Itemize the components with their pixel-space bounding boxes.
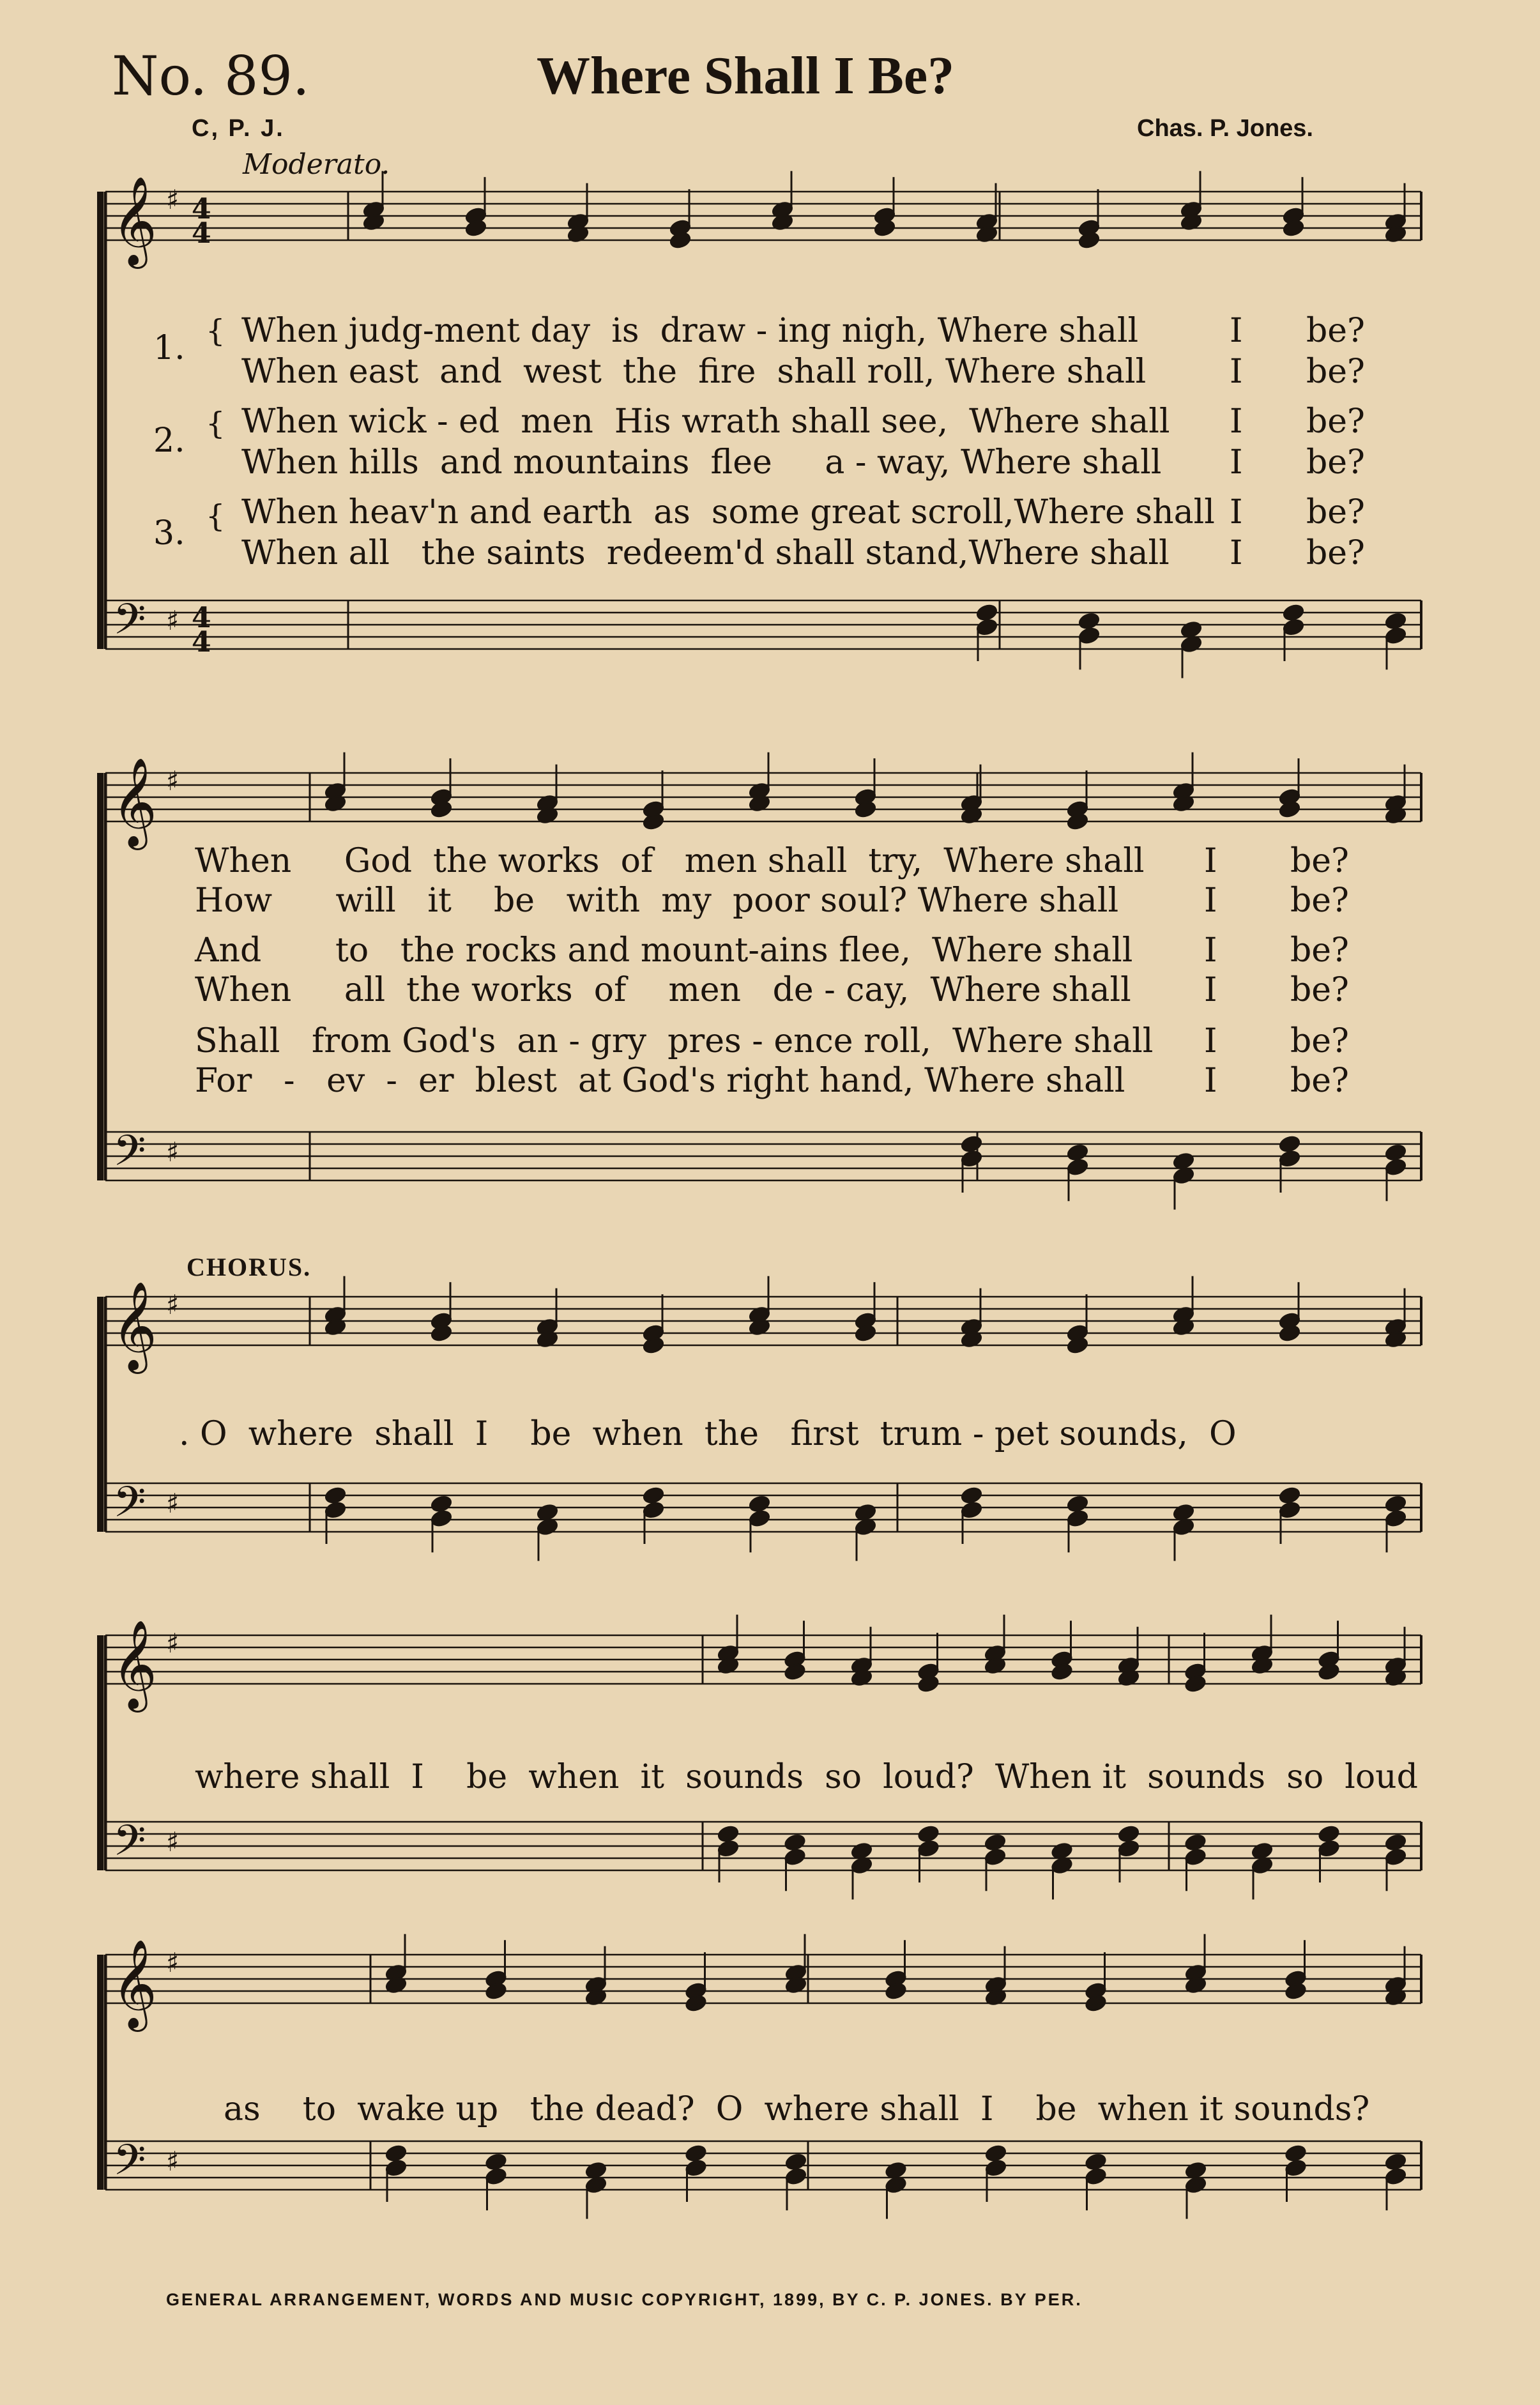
note-head bbox=[1384, 1158, 1407, 1177]
sharp-icon: ♯ bbox=[166, 184, 179, 215]
words-credit: C, P. J. bbox=[192, 115, 285, 142]
tempo-marking: Moderato. bbox=[243, 148, 390, 181]
note-head bbox=[1078, 627, 1100, 645]
note-head bbox=[960, 1486, 982, 1504]
note-head bbox=[984, 1833, 1006, 1852]
note-head bbox=[1384, 1848, 1407, 1867]
note-head bbox=[717, 1839, 739, 1858]
sharp-icon: ♯ bbox=[166, 765, 179, 797]
note-head bbox=[1285, 2158, 1307, 2177]
lyric-line: When all the works of men de - cay, Where shall bbox=[195, 971, 1131, 1009]
note-head bbox=[1384, 1495, 1407, 1513]
note-head bbox=[917, 1824, 940, 1843]
note-head bbox=[1278, 1486, 1300, 1504]
note-head bbox=[385, 2158, 407, 2177]
copyright-notice: GENERAL ARRANGEMENT, WORDS AND MUSIC COPYRIGHT, 1899, BY C. P. JONES. BY PER. bbox=[166, 2290, 1083, 2309]
note-head bbox=[960, 1149, 982, 1168]
note-head bbox=[917, 1839, 940, 1858]
note-head bbox=[1184, 1848, 1207, 1867]
sharp-icon: ♯ bbox=[166, 1947, 179, 1978]
note-head bbox=[984, 1848, 1006, 1867]
lyric-word: I bbox=[1230, 353, 1243, 391]
note-head bbox=[642, 1500, 664, 1519]
lyric-word: be? bbox=[1290, 842, 1349, 880]
note-head bbox=[975, 603, 998, 622]
note-head bbox=[1066, 1143, 1088, 1162]
lyric-word: I bbox=[1204, 882, 1217, 920]
lyric-line: When east and west the fire shall roll, Where shall bbox=[241, 353, 1147, 391]
lyric-word: I bbox=[1204, 1062, 1217, 1100]
bass-time-signature: 4 bbox=[192, 602, 211, 634]
lyric-line: When wick - ed men His wrath shall see, Where shall bbox=[241, 402, 1170, 441]
lyric-word: I bbox=[1204, 1022, 1217, 1060]
lyric-word: I bbox=[1230, 493, 1243, 531]
note-head bbox=[1384, 1833, 1407, 1852]
note-head bbox=[642, 1486, 664, 1504]
music-credit: Chas. P. Jones. bbox=[1137, 115, 1313, 142]
note-head bbox=[1384, 2167, 1407, 2186]
note-head bbox=[748, 1509, 770, 1528]
hymn-title: Where Shall I Be? bbox=[537, 46, 955, 105]
chorus-lyric-line: where shall I be when it sounds so loud? When it sounds so loud bbox=[195, 1758, 1418, 1796]
treble-time-signature: 4 bbox=[192, 193, 211, 225]
lyric-word: be? bbox=[1290, 882, 1349, 920]
bass-clef-icon: 𝄢 bbox=[113, 1126, 146, 1186]
note-head bbox=[1282, 603, 1304, 622]
chorus-lyric-line: as to wake up the dead? O where shall I be when it sounds? bbox=[224, 2090, 1370, 2128]
bass-clef-icon: 𝄢 bbox=[113, 1816, 146, 1875]
note-head bbox=[685, 2158, 707, 2177]
lyric-word: I bbox=[1204, 931, 1217, 970]
chorus-label: CHORUS. bbox=[187, 1253, 312, 1281]
note-head bbox=[784, 2167, 807, 2186]
note-head bbox=[784, 2153, 807, 2171]
bass-time-signature: 4 bbox=[192, 626, 211, 659]
chorus-lyric-line: . O where shall I be when the first trum - pet sounds, O bbox=[179, 1415, 1237, 1453]
sharp-icon: ♯ bbox=[166, 1826, 179, 1858]
note-head bbox=[1184, 1833, 1207, 1852]
note-head bbox=[1384, 612, 1407, 630]
note-head bbox=[1085, 2153, 1107, 2171]
treble-clef-icon: 𝄞 bbox=[112, 176, 157, 265]
treble-clef-icon: 𝄞 bbox=[112, 1620, 157, 1709]
verse-number: 3. bbox=[153, 514, 185, 553]
note-head bbox=[1285, 2144, 1307, 2162]
lyric-word: I bbox=[1230, 534, 1243, 572]
lyric-line: How will it be with my poor soul? Where shall bbox=[195, 882, 1119, 920]
lyric-line: When all the saints redeem'd shall stand,Where shall bbox=[241, 534, 1170, 572]
note-head bbox=[1066, 1495, 1088, 1513]
note-head bbox=[324, 1486, 346, 1504]
lyric-word: be? bbox=[1290, 931, 1349, 970]
sharp-icon: ♯ bbox=[166, 2146, 179, 2177]
lyric-word: I bbox=[1230, 402, 1243, 441]
note-head bbox=[1117, 1824, 1140, 1843]
sharp-icon: ♯ bbox=[166, 1628, 179, 1659]
treble-time-signature: 4 bbox=[192, 217, 211, 250]
note-head bbox=[1318, 1824, 1340, 1843]
lyric-word: I bbox=[1230, 443, 1243, 482]
verse-number: 2. bbox=[153, 422, 185, 460]
note-head bbox=[960, 1500, 982, 1519]
lyric-word: be? bbox=[1306, 353, 1365, 391]
note-head bbox=[975, 618, 998, 636]
note-head bbox=[1278, 1134, 1300, 1153]
treble-clef-icon: 𝄞 bbox=[112, 758, 157, 846]
note-head bbox=[748, 1495, 770, 1513]
lyric-word: I bbox=[1230, 312, 1243, 350]
bass-clef-icon: 𝄢 bbox=[113, 2135, 146, 2195]
lyric-line: When heav'n and earth as some great scroll,Where shall bbox=[241, 493, 1215, 531]
sharp-icon: ♯ bbox=[166, 605, 179, 636]
sharp-icon: ♯ bbox=[166, 1136, 179, 1168]
lyric-word: be? bbox=[1306, 312, 1365, 350]
note-head bbox=[984, 2158, 1007, 2177]
lyric-line: When judg-ment day is draw - ing nigh, Where shall bbox=[241, 312, 1139, 350]
treble-clef-icon: 𝄞 bbox=[112, 1939, 157, 2028]
lyric-line: And to the rocks and mount-ains flee, Where shall bbox=[195, 931, 1133, 970]
note-head bbox=[1384, 2153, 1407, 2171]
lyric-word: be? bbox=[1306, 534, 1365, 572]
bass-clef-icon: 𝄢 bbox=[113, 1477, 146, 1537]
note-head bbox=[1318, 1839, 1340, 1858]
brace: { bbox=[206, 406, 225, 441]
note-head bbox=[1078, 612, 1100, 630]
lyric-word: be? bbox=[1306, 402, 1365, 441]
note-head bbox=[1278, 1149, 1300, 1168]
note-head bbox=[485, 2153, 507, 2171]
lyric-word: be? bbox=[1290, 1062, 1349, 1100]
note-head bbox=[685, 2144, 707, 2162]
note-head bbox=[1278, 1500, 1300, 1519]
bass-clef-icon: 𝄢 bbox=[113, 595, 146, 654]
lyric-word: be? bbox=[1290, 1022, 1349, 1060]
sharp-icon: ♯ bbox=[166, 1488, 179, 1519]
lyric-word: be? bbox=[1306, 443, 1365, 482]
hymn-number: No. 89. bbox=[112, 45, 310, 107]
note-head bbox=[1066, 1158, 1088, 1177]
note-head bbox=[784, 1833, 806, 1852]
brace: { bbox=[206, 313, 225, 349]
lyric-word: I bbox=[1204, 971, 1217, 1009]
note-head bbox=[1085, 2167, 1107, 2186]
note-head bbox=[324, 1500, 346, 1519]
lyric-word: be? bbox=[1290, 971, 1349, 1009]
note-head bbox=[1066, 1509, 1088, 1528]
note-head bbox=[485, 2167, 507, 2186]
note-head bbox=[960, 1134, 982, 1153]
note-head bbox=[984, 2144, 1007, 2162]
verse-number: 1. bbox=[153, 329, 185, 367]
note-head bbox=[1282, 618, 1304, 636]
note-head bbox=[717, 1824, 739, 1843]
note-head bbox=[1384, 1509, 1407, 1528]
note-head bbox=[1384, 627, 1407, 645]
lyric-line: Shall from God's an - gry pres - ence roll, Where shall bbox=[195, 1022, 1154, 1060]
note-head bbox=[1117, 1839, 1140, 1858]
note-head bbox=[385, 2144, 407, 2162]
lyric-line: When hills and mountains flee a - way, Where shall bbox=[241, 443, 1162, 482]
lyric-line: When God the works of men shall try, Where shall bbox=[195, 842, 1145, 880]
lyric-line: For - ev - er blest at God's right hand, Where shall bbox=[195, 1062, 1125, 1100]
brace: { bbox=[206, 498, 225, 534]
note-head bbox=[784, 1848, 806, 1867]
note-head bbox=[1384, 1143, 1407, 1162]
lyric-word: I bbox=[1204, 842, 1217, 880]
note-head bbox=[430, 1495, 452, 1513]
lyric-word: be? bbox=[1306, 493, 1365, 531]
sharp-icon: ♯ bbox=[166, 1289, 179, 1320]
treble-clef-icon: 𝄞 bbox=[112, 1281, 157, 1370]
note-head bbox=[430, 1509, 452, 1528]
